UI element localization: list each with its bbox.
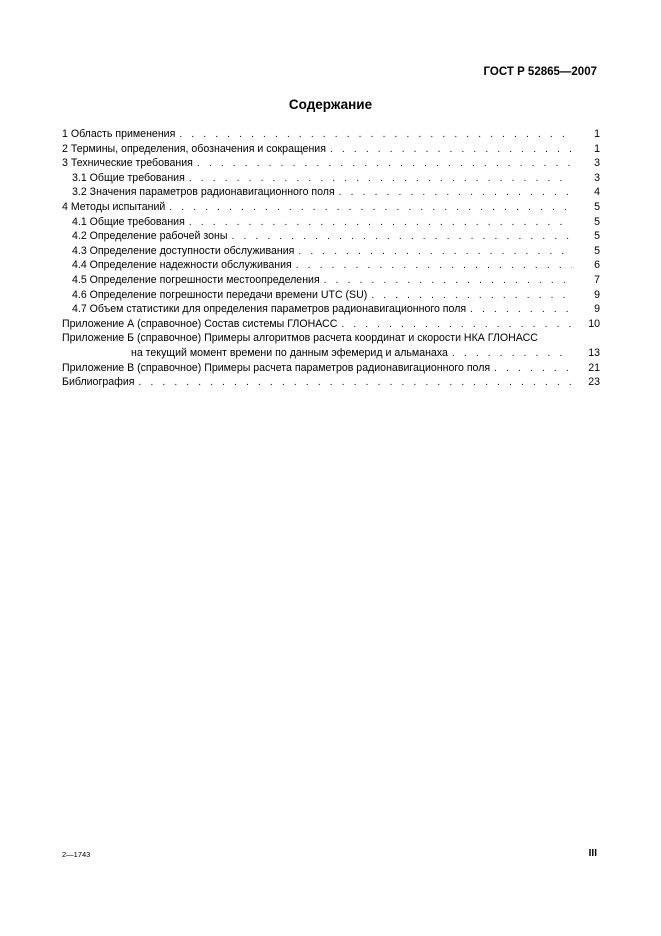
dot-leader [341,318,572,333]
dot-leader [197,157,572,172]
table-of-contents [62,127,600,390]
toc-entry[interactable] [62,215,600,230]
toc-entry-label: Приложение Б (справочное) Примеры алгоритмов расчета координат и скорости НКА ГЛОНАСС [62,332,538,345]
toc-entry[interactable] [62,317,600,332]
toc-entry[interactable] [62,127,600,142]
toc-entry-label: 2 Термины, определения, обозначения и сокращения [62,142,326,155]
dot-leader [189,172,572,187]
dot-leader [231,230,572,245]
toc-entry[interactable] [62,361,600,376]
toc-entry-page: 1 [594,128,600,140]
toc-entry[interactable] [62,244,600,259]
dot-leader [169,201,572,216]
toc-entry-page: 23 [588,376,600,389]
dot-leader [330,143,572,158]
toc-entry[interactable] [62,331,600,346]
dot-leader [296,259,572,274]
toc-entry-page: 3 [594,171,600,184]
toc-entry-page: 9 [594,288,600,301]
toc-entry-label: 4.3 Определение доступности обслуживания [72,244,295,257]
toc-entry-label: 4.2 Определение рабочей зоны [72,230,228,243]
toc-entry-page: 21 [588,361,600,374]
dot-leader [494,362,572,377]
toc-entry-label: Библиография [62,376,135,389]
toc-entry-label: 4.4 Определение надежности обслуживания [72,259,292,272]
toc-entry-label: 3 Технические требования [62,157,193,170]
toc-entry-page: 5 [594,230,600,243]
toc-entry-page: 4 [594,186,600,199]
toc-entry-page: 5 [594,244,600,257]
toc-entry-label: 3.1 Общие требования [72,171,185,184]
toc-entry-page: 5 [594,200,600,213]
toc-entry-label: 3.2 Значения параметров радионавигационного поля [72,186,335,199]
toc-entry[interactable] [62,142,600,157]
dot-leader [179,128,572,143]
toc-entry-label: Приложение В (справочное) Примеры расчета параметров радионавигационного поля [62,361,491,374]
toc-entry-page: 13 [588,346,600,359]
toc-entry[interactable] [62,273,600,288]
toc-entry-label: 4.1 Общие требования [72,215,185,228]
toc-entry-label: Приложение А (справочное) Состав системы ГЛОНАСС [62,317,338,330]
toc-entry-label: 1 Область применения [62,128,176,140]
dot-leader [189,216,572,231]
dot-leader [324,274,572,289]
toc-entry[interactable] [62,185,600,200]
dot-leader [298,245,572,260]
toc-entry-label: 4 Методы испытаний [62,200,166,213]
toc-entry-page: 6 [594,259,600,272]
page-number: III [588,848,597,859]
toc-entry-page: 1 [594,142,600,155]
toc-entry-page: 9 [594,303,600,316]
dot-leader [452,347,572,362]
document-code: ГОСТ Р 52865—2007 [483,66,597,78]
toc-entry[interactable] [62,288,600,303]
toc-entry[interactable] [62,171,600,186]
page-title: Содержание [288,97,373,112]
toc-entry-page: 3 [594,157,600,170]
dot-leader [470,303,572,318]
toc-entry-page: 5 [594,215,600,228]
toc-entry[interactable] [62,200,600,215]
toc-entry[interactable] [62,375,600,390]
toc-entry[interactable] [62,302,600,317]
dot-leader [339,186,572,201]
toc-entry-label: 4.6 Определение погрешности передачи времени UTC (SU) [72,288,368,301]
toc-entry-page: 10 [588,317,600,330]
toc-entry-label: 4.5 Определение погрешности местоопределения [72,273,320,286]
toc-entry[interactable] [62,229,600,244]
dot-leader [138,376,572,391]
toc-entry-page: 7 [594,273,600,286]
toc-entry-label: 4.7 Объем статистики для определения параметров радионавигационного поля [72,303,467,316]
toc-entry[interactable] [62,258,600,273]
toc-entry-label: на текущий момент времени по данным эфемерид и альманаха [131,346,448,359]
dot-leader [371,289,572,304]
toc-entry[interactable] [62,156,600,171]
print-code: 2—1743 [62,850,91,859]
toc-entry-continuation[interactable] [62,346,600,361]
